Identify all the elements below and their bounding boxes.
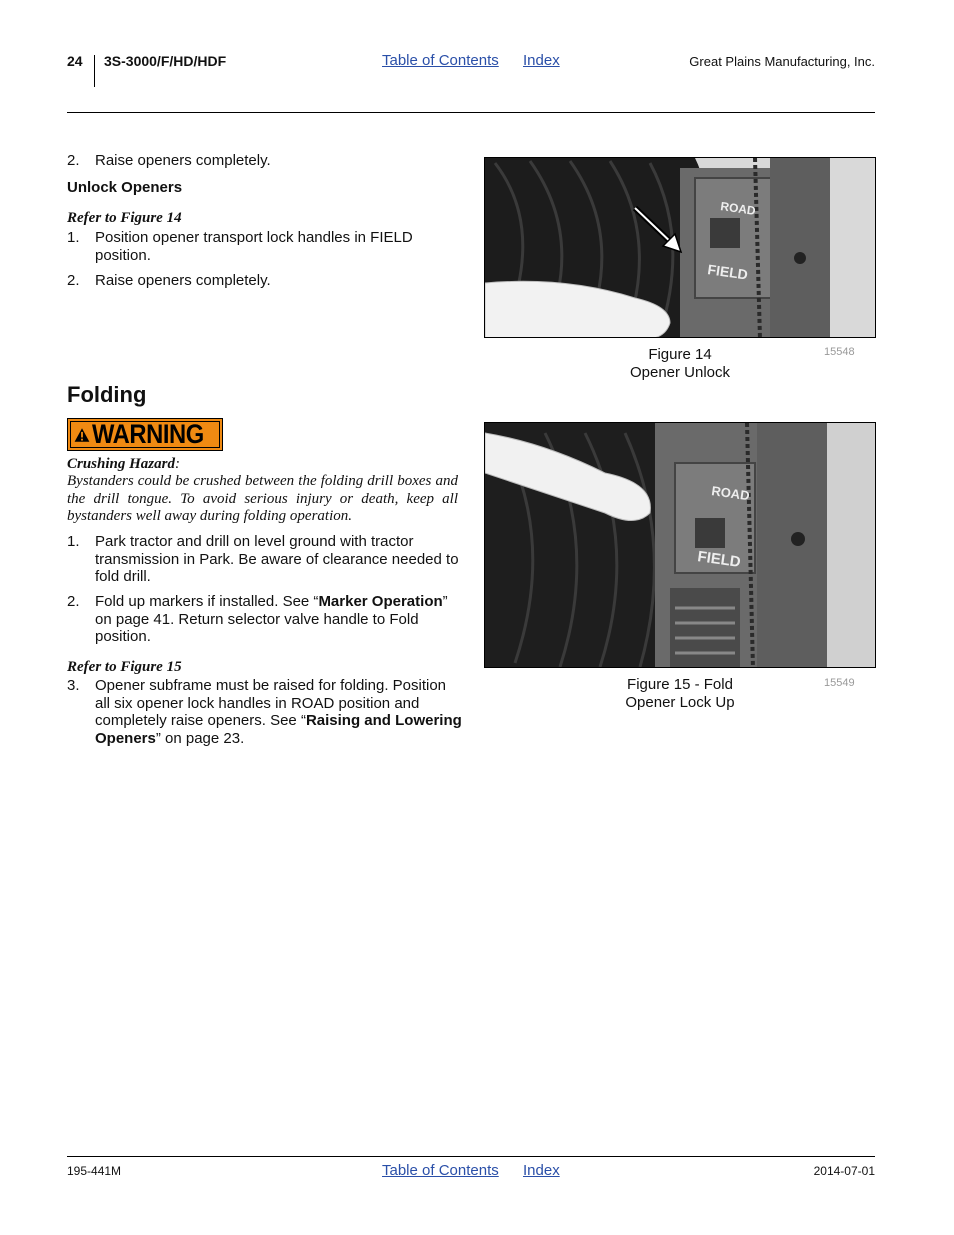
footer-index-link[interactable]: Index [523,1162,560,1179]
list-number: 1. [67,533,80,550]
list-text: Raise openers completely. [95,152,271,169]
figure-14-id: 15548 [824,346,855,358]
list-text [95,593,462,646]
text-run: ” on page 41. Return selector valve handle to Fold position. [95,593,448,645]
hazard-title-colon: : [174,456,180,472]
hazard-body: Bystanders could be crushed between the folding drill boxes and the drill tongue. To avoid serious injury or death, keep all bystanders well away during folding operation. [67,473,458,524]
list-text [95,677,462,747]
caption-line: Figure 14 [648,346,712,363]
model-title: 3S-3000/F/HD/HDF [104,53,227,69]
cross-reference: Marker Operation [318,593,443,610]
list-number: 2. [67,593,80,610]
list-number: 2. [67,272,80,289]
header-toc-link[interactable]: Table of Contents [382,52,499,69]
list-number: 3. [67,677,80,694]
figure-15-id: 15549 [824,677,855,689]
caption-line: Figure 15 - Fold [627,676,733,693]
refer-figure-14: Refer to Figure 14 [67,210,182,226]
list-item [67,229,462,264]
list-text: Position opener transport lock handles in FIELD position. [95,229,413,264]
cross-reference: Raising and Lowering Openers [95,712,462,747]
page-number: 24 [67,53,83,69]
list-number: 2. [67,152,80,169]
list-item [67,593,462,646]
hazard-title [67,456,180,473]
road-label: ROAD [710,483,751,504]
unlock-openers-heading: Unlock Openers [67,179,183,196]
figure-14-photo [484,157,876,338]
list-item [67,272,462,290]
company-name: Great Plains Manufacturing, Inc. [689,54,875,69]
caption-line: Opener Unlock [629,363,731,381]
figure-14-caption [580,346,780,381]
list-item [67,152,462,170]
hazard-title-text: Crushing Hazard [67,456,175,472]
list-number: 1. [67,229,80,246]
text-run: Fold up markers if installed. See “ [95,593,319,610]
caption-line: Opener Lock Up [625,693,735,711]
field-label: FIELD [706,261,749,283]
list-item [67,677,462,747]
footer-rule [67,1156,875,1157]
footer-toc-link[interactable]: Table of Contents [382,1162,499,1179]
folding-heading: Folding [67,382,147,407]
warning-sign [67,418,223,451]
road-label: ROAD [719,199,757,218]
list-text: Raise openers completely. [95,272,271,289]
figure-15-caption [580,676,780,711]
publish-date: 2014-07-01 [813,1164,875,1178]
list-item [67,533,462,586]
refer-figure-15: Refer to Figure 15 [67,659,182,675]
warning-label: WARNING [92,419,204,449]
header-rule [67,112,875,113]
field-label: FIELD [696,548,742,571]
list-text: Park tractor and drill on level ground with tractor transmission in Park. Be aware of clearance needed to fold drill. [95,533,459,585]
text-run: Opener subframe must be raised for folding. Position all six opener lock handles in ROAD position and completely raise openers. See “ [95,677,447,729]
warning-triangle-icon [74,423,90,447]
header-index-link[interactable]: Index [523,52,560,69]
header-divider [94,55,95,87]
figure-15-photo [484,422,876,668]
text-run: ” on page 23. [155,729,245,747]
part-number: 195-441M [67,1164,122,1178]
